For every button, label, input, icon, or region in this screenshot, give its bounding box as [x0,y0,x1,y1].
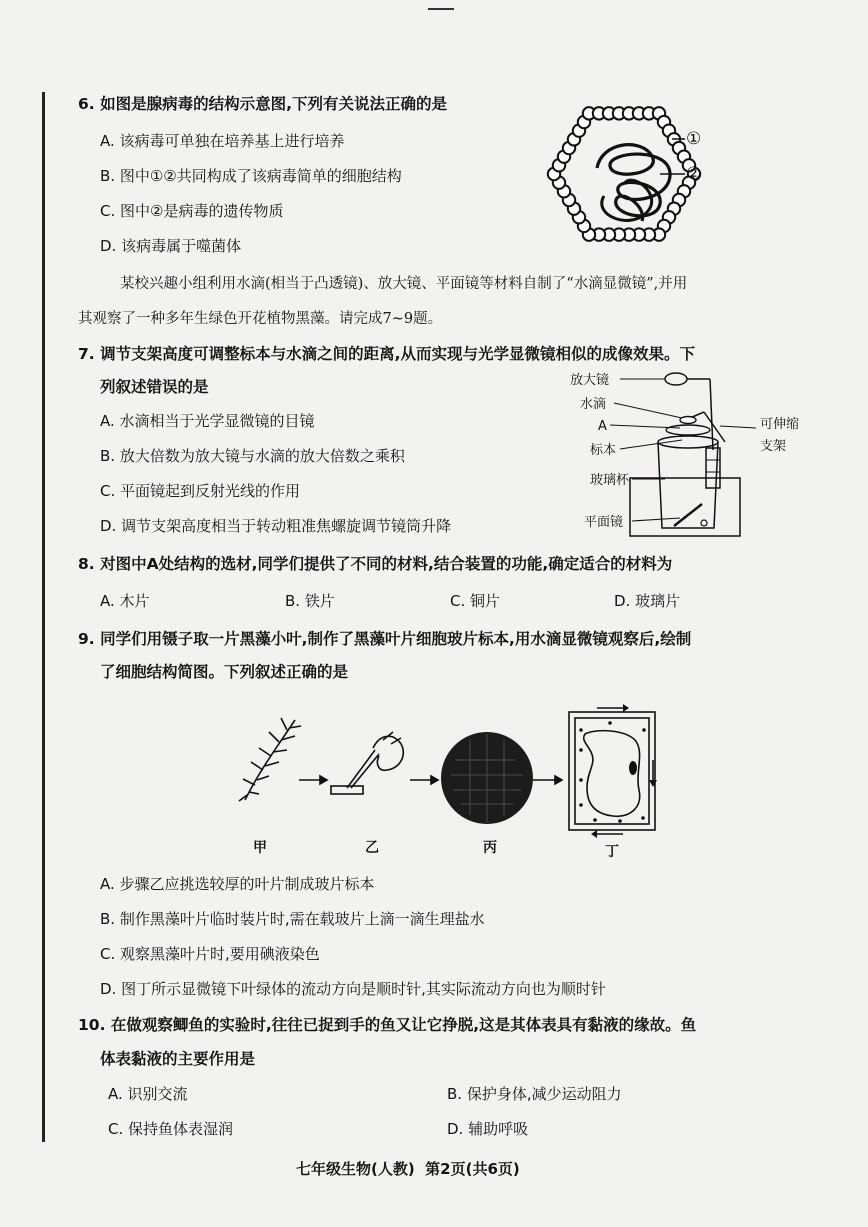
q8-option-b: B. 铁片 [285,592,335,610]
q10-option-a: A. 识别交流 [108,1085,188,1103]
q7-stem-2: 列叙述错误的是 [100,378,209,396]
plate-a [666,425,710,435]
q6-option-c: C. 图中②是病毒的遗传物质 [100,202,284,220]
label-magnifier: 放大镜 [570,373,610,388]
label-cup: 玻璃杯 [590,473,630,488]
plant-sprig-icon [239,718,301,801]
intro-line-2: 其观察了一种多年生绿色开花植物黑藻。请完成7~9题。 [78,311,443,327]
q9-stem-2: 了细胞结构简图。下列叙述正确的是 [100,663,349,681]
fig-label-jia: 甲 [253,840,267,856]
q9-stem-1: 9. 同学们用镊子取一片黑藻小叶,制作了黑藻叶片细胞玻片标本,用水滴显微镜观察后,绘制 [78,630,692,648]
label-mirror: 平面镜 [584,515,624,530]
adenovirus-figure [552,96,722,266]
q8-option-a: A. 木片 [100,592,150,610]
fig-label-ding: 丁 [605,844,619,860]
mirror-shape [674,504,702,526]
label-circled-2: ② [686,164,702,184]
hand-tweezers-icon [331,732,403,794]
q9-option-a: A. 步骤乙应挑选较厚的叶片制成玻片标本 [100,875,375,893]
q10-option-b: B. 保护身体,减少运动阻力 [447,1085,622,1103]
label-specimen: 标本 [590,443,617,458]
label-circled-1: ① [686,129,702,149]
label-stand-2: 支架 [760,439,787,454]
plant-cell-diagram [569,708,655,834]
page-footer: 七年级生物(人教) 第2页(共6页) [296,1160,520,1178]
q9-option-b: B. 制作黑藻叶片临时装片时,需在载玻片上滴一滴生理盐水 [100,910,485,928]
q7-stem-1: 7. 调节支架高度可调整标本与水滴之间的距离,从而实现与光学显微镜相似的成像效果。下 [78,345,695,363]
q7-option-a: A. 水滴相当于光学显微镜的目镜 [100,412,315,430]
label-droplet: 水滴 [580,397,607,412]
intro-line-1: 某校兴趣小组利用水滴(相当于凸透镜)、放大镜、平面镜等材料自制了“水滴显微镜”,并用 [120,276,688,292]
magnifier-lens [665,373,687,385]
q6-stem: 6. 如图是腺病毒的结构示意图,下列有关说法正确的是 [78,95,447,113]
q9-option-d: D. 图丁所示显微镜下叶绿体的流动方向是顺时针,其实际流动方向也为顺时针 [100,980,606,998]
droplet-shape [680,417,696,424]
q6-option-a: A. 该病毒可单独在培养基上进行培养 [100,132,345,150]
q6-option-b: B. 图中①②共同构成了该病毒简单的细胞结构 [100,167,402,185]
q6-option-d: D. 该病毒属于噬菌体 [100,237,242,255]
q8-option-d: D. 玻璃片 [614,592,681,610]
virus-dna-coil [597,145,670,221]
label-a: A [598,419,607,434]
fig-label-yi: 乙 [365,840,379,856]
q10-stem-2: 体表黏液的主要作用是 [100,1050,256,1068]
top-dash [428,8,454,10]
q10-stem-1: 10. 在做观察鲫鱼的实验时,往往已捉到手的鱼又让它挣脱,这是其体表具有黏液的缘故。鱼 [78,1016,697,1034]
label-stand-1: 可伸缩 [760,417,800,432]
stand-upper [710,379,713,450]
binding-line [42,92,45,1142]
q7-option-d: D. 调节支架高度相当于转动粗准焦螺旋调节镜筒升降 [100,517,452,535]
fig-label-bing: 丙 [483,840,497,856]
droplet-microscope-figure [570,368,810,543]
q7-option-c: C. 平面镜起到反射光线的作用 [100,482,301,500]
q7-option-b: B. 放大倍数为放大镜与水滴的放大倍数之乘积 [100,447,405,465]
q9-process-figure [225,700,665,865]
q8-stem: 8. 对图中A处结构的选材,同学们提供了不同的材料,结合装置的功能,确定适合的材料为 [78,555,673,573]
q10-option-c: C. 保持鱼体表湿润 [108,1120,234,1138]
q8-option-c: C. 铜片 [450,592,501,610]
q10-option-d: D. 辅助呼吸 [447,1120,529,1138]
q9-option-c: C. 观察黑藻叶片时,要用碘液染色 [100,945,320,963]
